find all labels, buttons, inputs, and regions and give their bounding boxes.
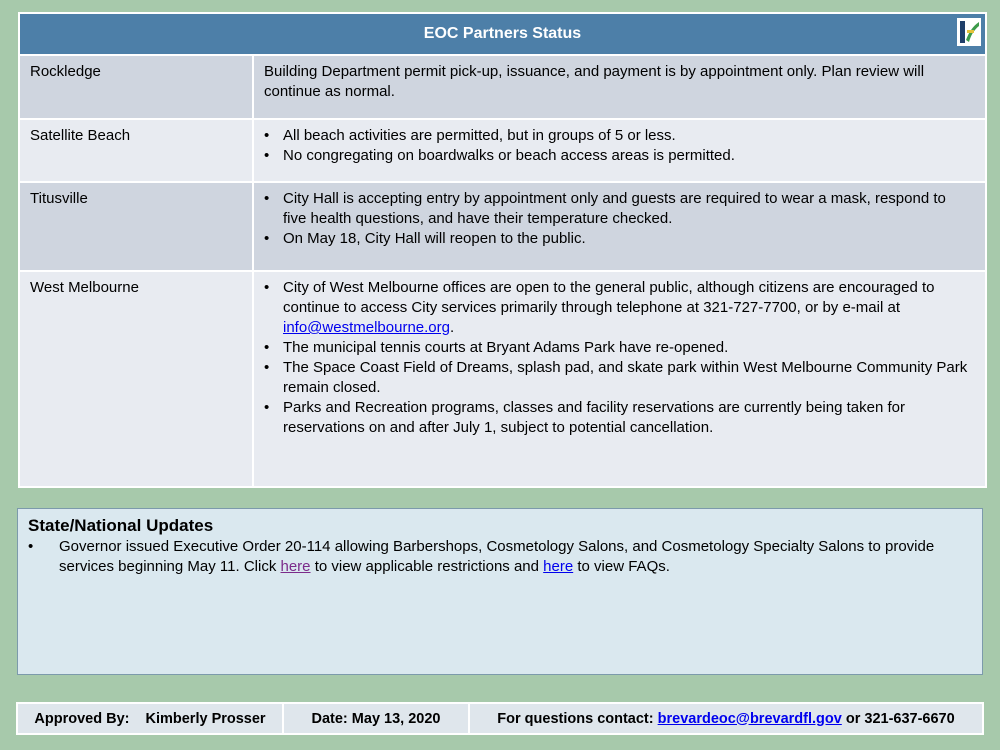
table-title: EOC Partners Status [423, 25, 582, 42]
city-name: Satellite Beach [20, 120, 254, 181]
city-name: Rockledge [20, 56, 254, 118]
contact-phone: 321-637-6670 [864, 710, 955, 727]
eoc-partners-status-table [18, 12, 987, 488]
list-item: • On May 18, City Hall will reopen to the public. [264, 229, 973, 249]
email-link[interactable]: info@westmelbourne.org [283, 319, 450, 336]
status-list [254, 120, 985, 181]
table-row-satellite-beach [20, 120, 985, 183]
list-item: • City Hall is accepting entry by appointment only and guests are required to wear a mask, respond to five health questions, and have their temperature checked. [264, 189, 973, 229]
date-value: May 13, 2020 [351, 710, 441, 727]
status-list [254, 183, 985, 270]
updates-title: State/National Updates [28, 516, 214, 535]
table-row-west-melbourne [20, 272, 985, 486]
list-item: • The municipal tennis courts at Bryant Adams Park have re-opened. [264, 338, 973, 358]
table-header [20, 14, 985, 56]
status-text: Building Department permit pick-up, issuance, and payment is by appointment only. Plan review will continue as normal. [264, 63, 925, 100]
restrictions-link[interactable]: here [280, 558, 311, 575]
updates-item [28, 537, 972, 577]
updates-text: to view FAQs. [577, 558, 670, 575]
approved-label: Approved By: [34, 710, 130, 727]
table-row-titusville [20, 183, 985, 272]
date-label: Date: [311, 710, 348, 727]
approved-by [18, 704, 282, 733]
contact [470, 704, 982, 733]
list-item [264, 278, 973, 338]
list-item-text: City of West Melbourne offices are open to the general public, although citizens are encouraged to continue to access City services primarily through telephone at 321-727-7700, or by e-mail at [283, 279, 935, 316]
city-name: Titusville [20, 183, 254, 270]
list-item-period: . [449, 319, 455, 336]
footer-bar [16, 702, 984, 735]
faqs-link[interactable]: here [543, 558, 574, 575]
updates-text: Governor issued Executive Order 20-114 allowing Barbershops, Cosmetology Salons, and Cosmetology Specialty Salons to provide services beginning May 11. Click [59, 538, 935, 575]
contact-or: or [845, 710, 861, 727]
status-list [254, 272, 985, 486]
list-item: • No congregating on boardwalks or beach access areas is permitted. [264, 146, 973, 166]
state-national-updates-box [17, 508, 983, 675]
brevard-logo-icon [957, 18, 981, 46]
contact-label: For questions contact: [497, 710, 654, 727]
updates-text: to view applicable restrictions and [314, 558, 539, 575]
table-row-rockledge [20, 56, 985, 120]
date [284, 704, 468, 733]
list-item: • All beach activities are permitted, but in groups of 5 or less. [264, 126, 973, 146]
contact-email-link[interactable]: brevardeoc@brevardfl.gov [657, 710, 842, 727]
approved-name: Kimberly Prosser [145, 710, 266, 727]
bullet-marker: • [28, 538, 34, 555]
city-name: West Melbourne [20, 272, 254, 486]
list-item: • Parks and Recreation programs, classes and facility reservations are currently being taken for reservations on and after July 1, subject to potential cancellation. [264, 398, 973, 438]
list-item: • The Space Coast Field of Dreams, splash pad, and skate park within West Melbourne Community Park remain closed. [264, 358, 973, 398]
